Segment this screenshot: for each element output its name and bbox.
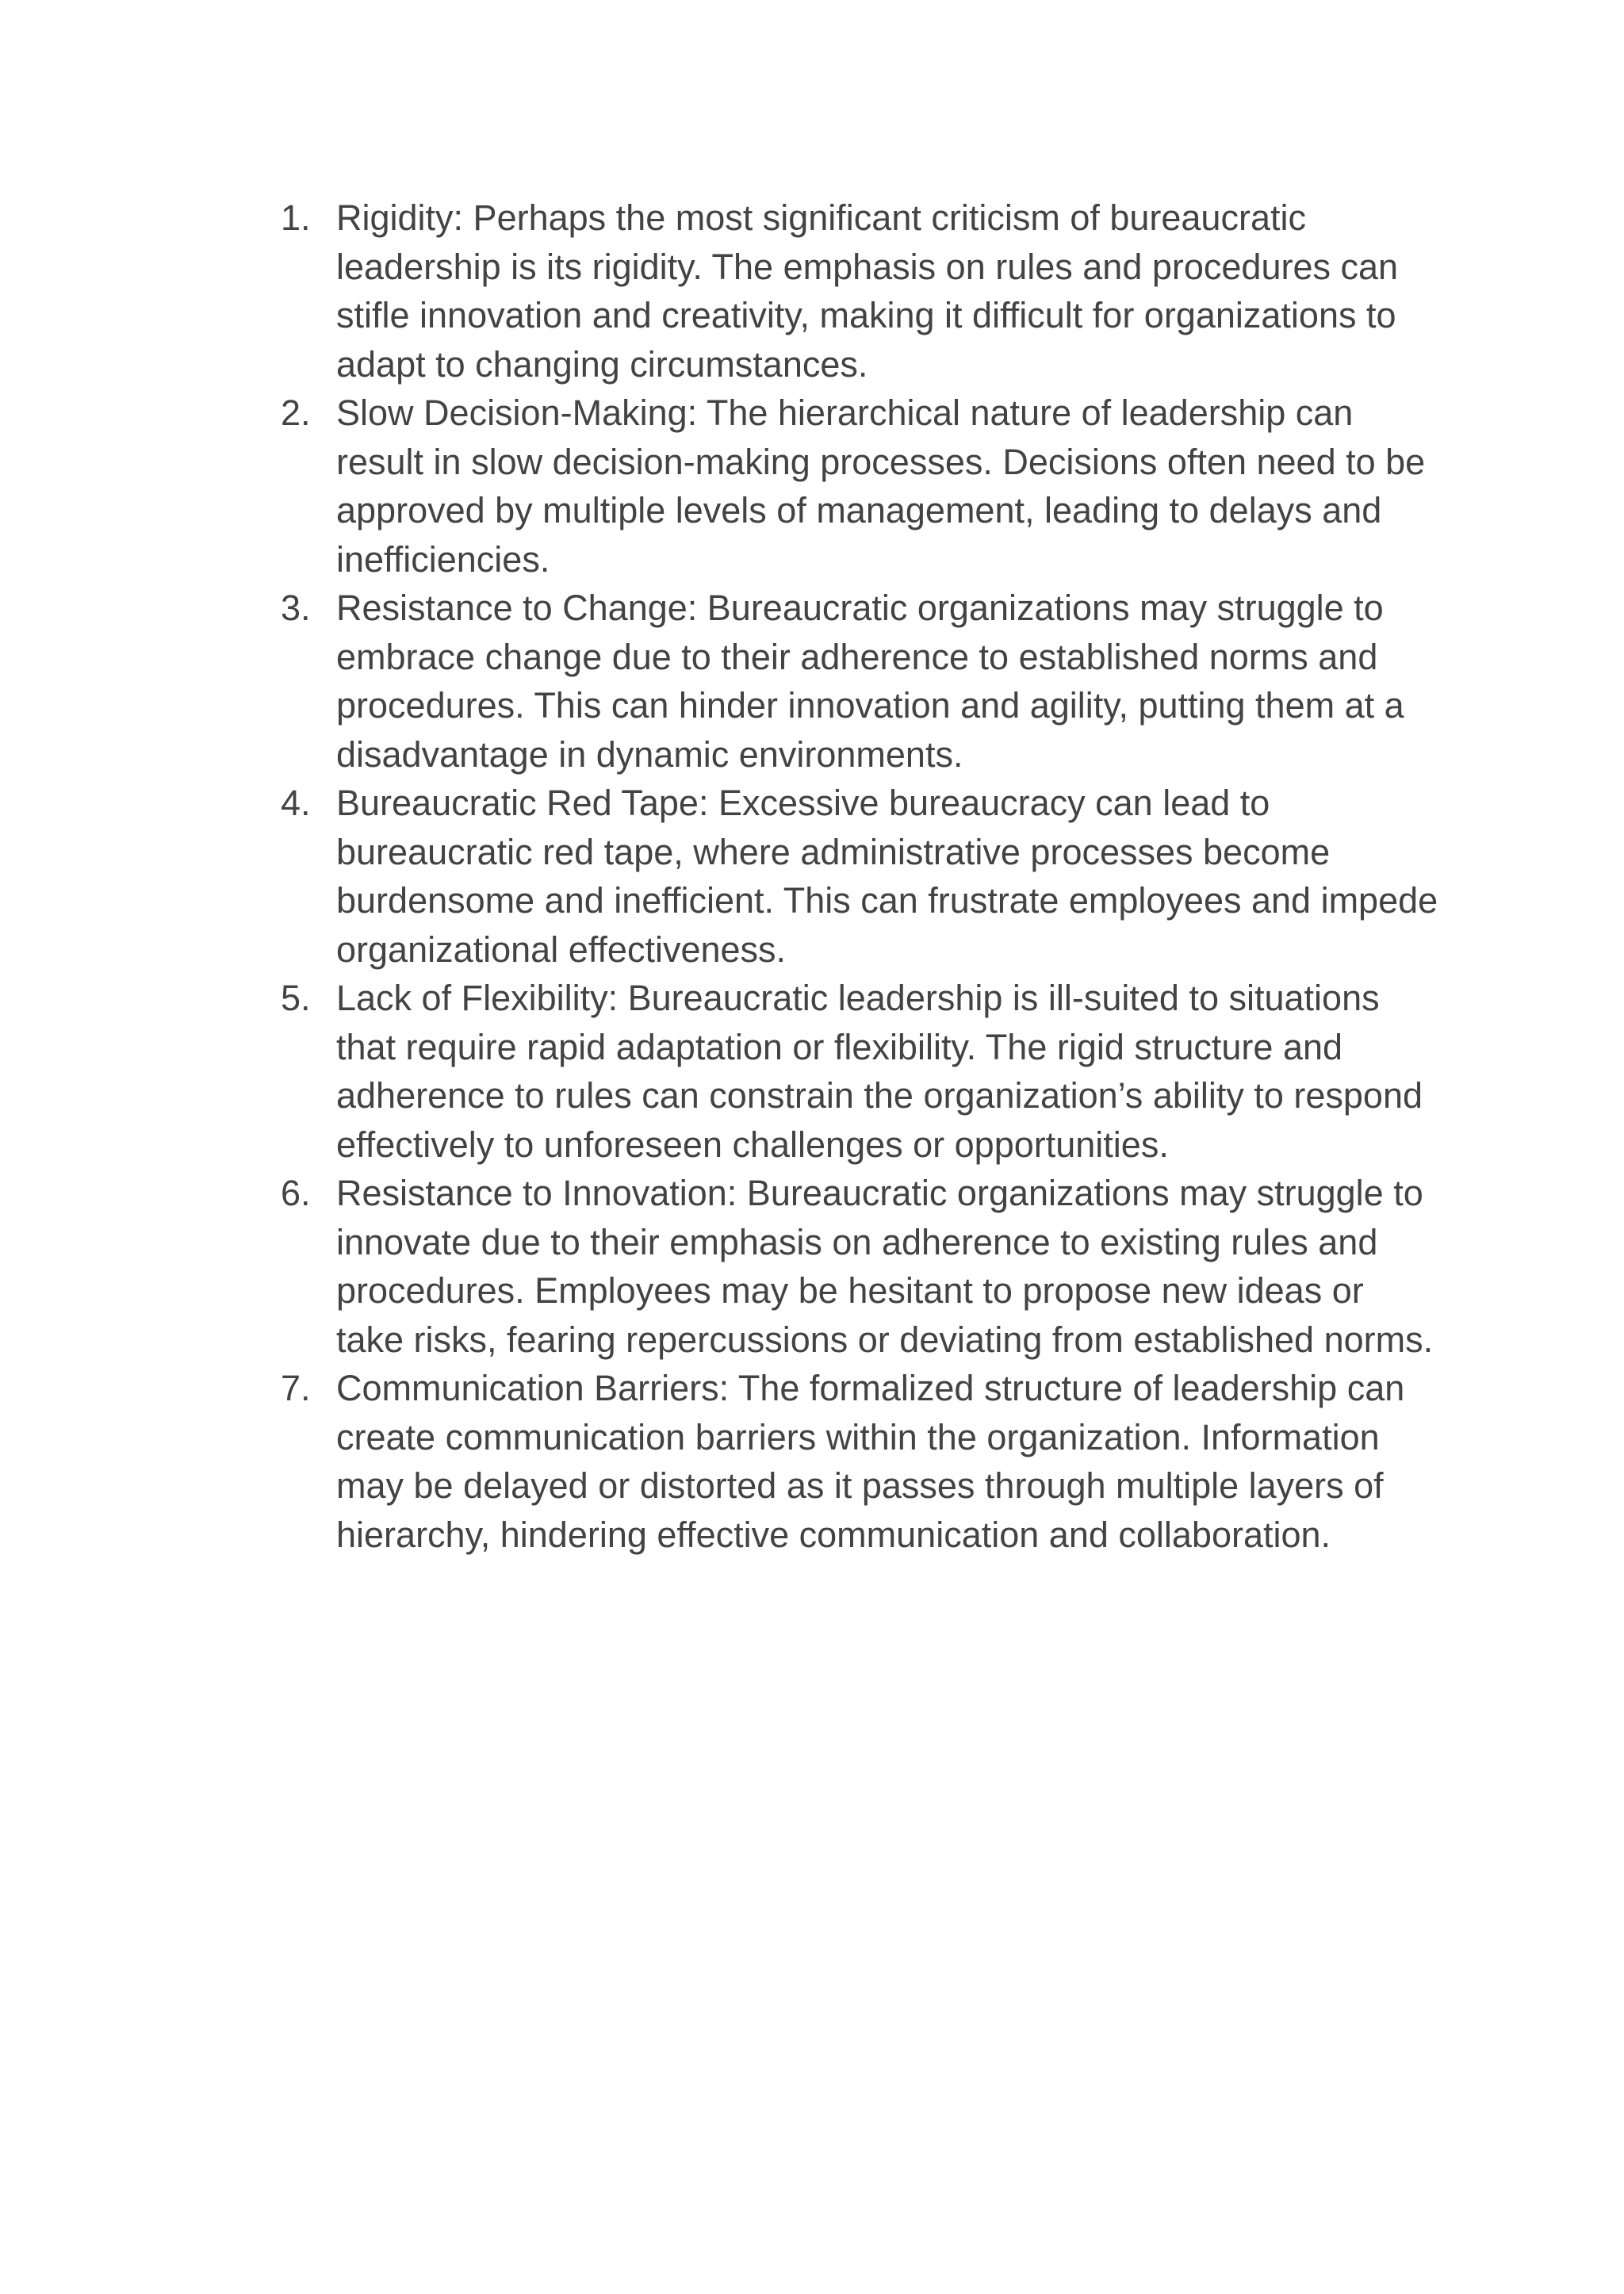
list-item-number: 2. <box>281 393 311 433</box>
list-item-number: 3. <box>281 588 311 628</box>
list-item <box>281 193 1438 389</box>
list-item-number: 5. <box>281 978 311 1018</box>
list-item <box>281 974 1438 1169</box>
list-item-text: Lack of Flexibility: Bureaucratic leadership is ill-suited to situations that require rapid adaptation or flexibility. The rigid structure and adherence to rules can constrain the organization’s ability to respond effectively to unforeseen challenges or opportunities. <box>336 978 1423 1165</box>
list-item-number: 4. <box>281 783 311 823</box>
list-item <box>281 584 1438 779</box>
list-item-text: Resistance to Innovation: Bureaucratic organizations may struggle to innovate due to their emphasis on adherence to existing rules and procedures. Employees may be hesitant to propose new ideas or take risks, fearing repercussions or deviating from established norms. <box>336 1173 1434 1360</box>
list-item <box>281 1364 1438 1559</box>
list-item-number: 1. <box>281 197 311 238</box>
list-item-text: Resistance to Change: Bureaucratic organizations may struggle to embrace change due to their adherence to established norms and procedures. This can hinder innovation and agility, putting them at a disadvantage in dynamic environments. <box>336 588 1404 775</box>
list-item-number: 6. <box>281 1173 311 1213</box>
list-item <box>281 389 1438 584</box>
list-item-text: Bureaucratic Red Tape: Excessive bureaucracy can lead to bureaucratic red tape, where administrative processes become burdensome and inefficient. This can frustrate employees and impede organizational effectiveness. <box>336 783 1438 970</box>
list-item-text: Rigidity: Perhaps the most significant criticism of bureaucratic leadership is its rigidity. The emphasis on rules and procedures can stifle innovation and creativity, making it difficult for organizations to adapt to changing circumstances. <box>336 197 1399 385</box>
list-item-text: Communication Barriers: The formalized structure of leadership can create communication barriers within the organization. Information may be delayed or distorted as it passes through multiple layers of hierarchy, hindering effective communication and collaboration. <box>336 1368 1405 1555</box>
list-item-text: Slow Decision-Making: The hierarchical nature of leadership can result in slow decision-making processes. Decisions often need to be approved by multiple levels of management, leading to delays and inefficiencies. <box>336 393 1426 580</box>
criticisms-list <box>281 193 1438 1559</box>
list-item <box>281 779 1438 974</box>
list-item-number: 7. <box>281 1368 311 1408</box>
list-item <box>281 1169 1438 1364</box>
